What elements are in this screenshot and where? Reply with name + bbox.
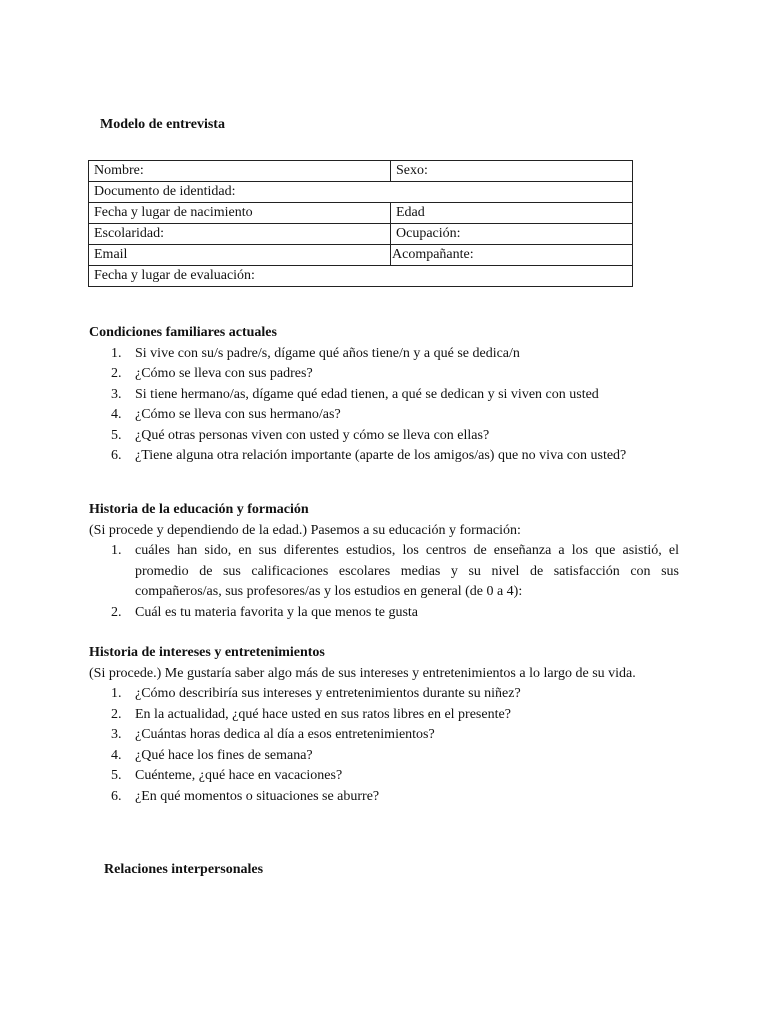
documento-field[interactable]: Documento de identidad: xyxy=(89,182,633,203)
list-item-text: ¿En qué momentos o situaciones se aburre? xyxy=(135,788,380,804)
table-row xyxy=(89,203,633,224)
email-field[interactable]: Email xyxy=(89,245,391,266)
section-intereses xyxy=(89,643,679,807)
table-row xyxy=(89,245,633,266)
list-number: 3. xyxy=(111,386,122,402)
list-number: 5. xyxy=(111,427,122,443)
list-item xyxy=(89,446,679,467)
list-item xyxy=(89,603,679,624)
list-item xyxy=(89,766,679,787)
list-item-text: ¿Qué otras personas viven con usted y cómo se lleva con ellas? xyxy=(135,427,490,443)
list-item xyxy=(89,344,679,365)
fecha-nacimiento-field[interactable]: Fecha y lugar de nacimiento xyxy=(89,203,391,224)
list-number: 6. xyxy=(111,448,122,463)
familia-list xyxy=(89,344,679,467)
list-number: 4. xyxy=(111,407,122,422)
list-number: 2. xyxy=(111,706,122,722)
sexo-field[interactable]: Sexo: xyxy=(391,161,633,182)
educacion-list xyxy=(89,541,679,623)
list-number: 1. xyxy=(111,345,122,361)
list-item-text: ¿Tiene alguna otra relación importante (aparte de los amigos/as) que no viva con usted? xyxy=(135,448,627,463)
list-item-text: Cuál es tu materia favorita y la que menos te gusta xyxy=(135,604,419,620)
list-item xyxy=(89,705,679,726)
list-number: 2. xyxy=(111,366,122,381)
escolaridad-field[interactable]: Escolaridad: xyxy=(89,224,391,245)
list-item xyxy=(89,426,679,447)
list-number: 1. xyxy=(111,543,122,558)
list-item-text: ¿Cuántas horas dedica al día a esos entretenimientos? xyxy=(135,727,435,742)
section-heading: Historia de intereses y entretenimientos xyxy=(89,645,325,660)
table-row xyxy=(89,224,633,245)
table-row xyxy=(89,266,633,287)
section-heading: Historia de la educación y formación xyxy=(89,502,309,517)
section-intro: (Si procede y dependiendo de la edad.) Pasemos a su educación y formación: xyxy=(89,522,521,538)
table-row xyxy=(89,161,633,182)
list-item-text: En la actualidad, ¿qué hace usted en sus ratos libres en el presente? xyxy=(135,706,511,722)
list-item xyxy=(89,385,679,406)
section-educacion xyxy=(89,500,679,623)
list-number: 5. xyxy=(111,768,122,783)
list-number: 3. xyxy=(111,727,122,742)
list-item-text: ¿Cómo describiría sus intereses y entretenimientos durante su niñez? xyxy=(135,686,521,701)
fecha-evaluacion-field[interactable]: Fecha y lugar de evaluación: xyxy=(89,266,633,287)
intereses-list xyxy=(89,684,679,807)
list-number: 4. xyxy=(111,747,122,763)
list-item xyxy=(89,364,679,385)
acompanante-field[interactable]: Acompañante: xyxy=(391,245,633,266)
ocupacion-field[interactable]: Ocupación: xyxy=(391,224,633,245)
section-heading-relaciones: Relaciones interpersonales xyxy=(104,862,264,877)
section-intro: (Si procede.) Me gustaría saber algo más de sus intereses y entretenimientos a lo largo de su vida. xyxy=(89,665,636,681)
list-item xyxy=(89,405,679,426)
list-number: 2. xyxy=(111,604,122,620)
list-item-text: cuáles han sido, en sus diferentes estudios, los centros de enseñanza a los que asistió, el promedio de sus calificaciones escolares medias y su nivel de satisfacción con sus compañeros/as, sus profesores/as y los estudios en general (de 0 a 4): xyxy=(135,543,679,599)
list-item xyxy=(89,746,679,767)
list-item xyxy=(89,684,679,705)
list-item xyxy=(89,725,679,746)
table-row xyxy=(89,182,633,203)
identification-table xyxy=(88,160,633,287)
list-item xyxy=(89,787,679,808)
nombre-field[interactable]: Nombre: xyxy=(89,161,391,182)
list-number: 6. xyxy=(111,788,122,804)
list-item xyxy=(89,541,679,603)
list-number: 1. xyxy=(111,686,122,701)
list-item-text: Cuénteme, ¿qué hace en vacaciones? xyxy=(135,768,343,783)
list-item-text: Si vive con su/s padre/s, dígame qué años tiene/n y a qué se dedica/n xyxy=(135,345,520,361)
list-item-text: ¿Cómo se lleva con sus hermano/as? xyxy=(135,407,341,422)
list-item-text: ¿Cómo se lleva con sus padres? xyxy=(135,366,313,381)
section-heading: Condiciones familiares actuales xyxy=(89,325,277,340)
document-title: Modelo de entrevista xyxy=(100,117,225,132)
list-item-text: Si tiene hermano/as, dígame qué edad tienen, a qué se dedican y si viven con usted xyxy=(135,386,599,402)
edad-field[interactable]: Edad xyxy=(391,203,633,224)
section-familia xyxy=(89,323,679,467)
list-item-text: ¿Qué hace los fines de semana? xyxy=(135,747,313,763)
